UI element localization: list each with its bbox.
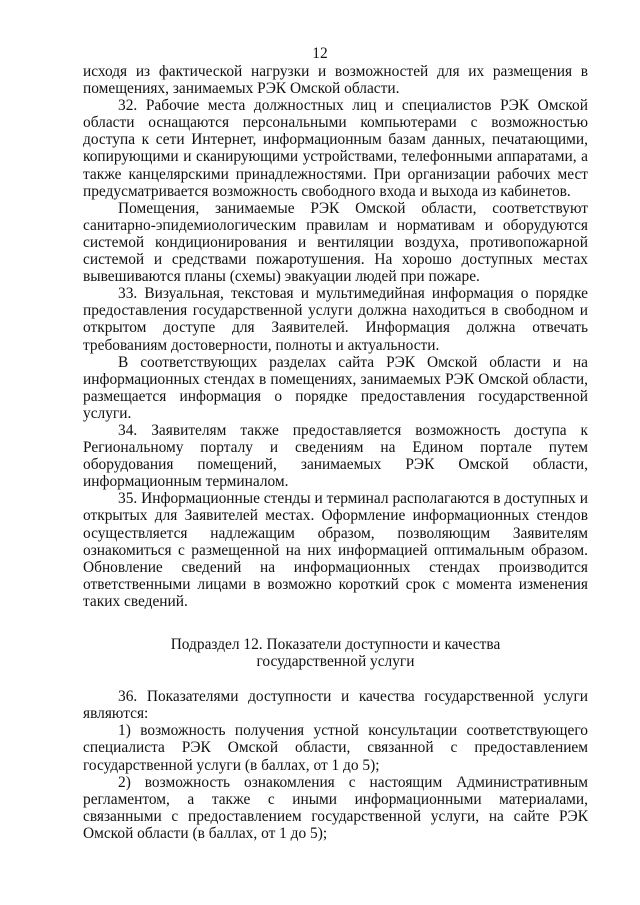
page-number: 12 — [312, 45, 328, 62]
paragraph-35: 35. Информационные стенды и терминал располагаются в доступных и открытых для Заявителей местах. Оформление информационных стендов осуществляется надлежащим образом, позволяющим Заявителям ознакомиться с размещенной на них информацией оптимальным образом. Обновление сведений на информационных стендах производится ответственными лицами в возможно короткий срок с момента изменения таких сведений. — [83, 490, 588, 610]
paragraph-33: 33. Визуальная, текстовая и мультимедийная информация о порядке предоставления государственной услуги должна находиться в свободном и открытом доступе для Заявителей. Информация должна отвечать требованиям достоверности, полноты и актуальности. — [83, 285, 588, 354]
subsection-heading-line-2: государственной услуги — [256, 653, 415, 671]
subsection-heading-line-1: Подраздел 12. Показатели доступности и качества — [170, 636, 501, 653]
paragraph-continuation: исходя из фактической нагрузки и возможностей для их размещения в помещениях, занимаемых РЭК Омской области. — [83, 63, 588, 98]
paragraph-34: 34. Заявителям также предоставляется возможность доступа к Региональному порталу и сведениям на Едином портале путем оборудования помещений, занимаемых РЭК Омской области, информационным терминалом. — [83, 421, 588, 491]
paragraph-36: 36. Показателями доступности и качества государственной услуги являются: — [83, 688, 588, 723]
subsection-heading — [83, 636, 588, 670]
list-item-2: 2) возможность ознакомления с настоящим Административным регламентом, а также с иными информационными материалами, связанными с предоставлением государственной услуги, на сайте РЭК Омской области (в баллах, от 1 до 5); — [83, 773, 588, 842]
document-body — [83, 63, 588, 842]
paragraph-premises: Помещения, занимаемые РЭК Омской области, соответствуют санитарно-эпидемиологическим правилам и нормативам и оборудуются системой кондиционирования и вентиляции воздуха, противопожарной системой и средствами пожаротушения. На хорошо доступных местах вывешиваются планы (схемы) эвакуации людей при пожаре. — [83, 199, 588, 286]
paragraph-website-info: В соответствующих разделах сайта РЭК Омской области и на информационных стендах в помещениях, занимаемых РЭК Омской области, размещается информация о порядке предоставления государственной услуги. — [83, 353, 588, 422]
list-item-1: 1) возможность получения устной консультации соответствующего специалиста РЭК Омской области, связанной с предоставлением государственной услуги (в баллах, от 1 до 5); — [83, 722, 588, 774]
paragraph-32: 32. Рабочие места должностных лиц и специалистов РЭК Омской области оснащаются персональными компьютерами с возможностью доступа к сети Интернет, информационным базам данных, печатающими, копирующими и сканирующими устройствами, телефонными аппаратами, а также канцелярскими принадлежностями. При организации рабочих мест предусматривается возможность свободного входа и выхода из кабинетов. — [83, 97, 588, 200]
